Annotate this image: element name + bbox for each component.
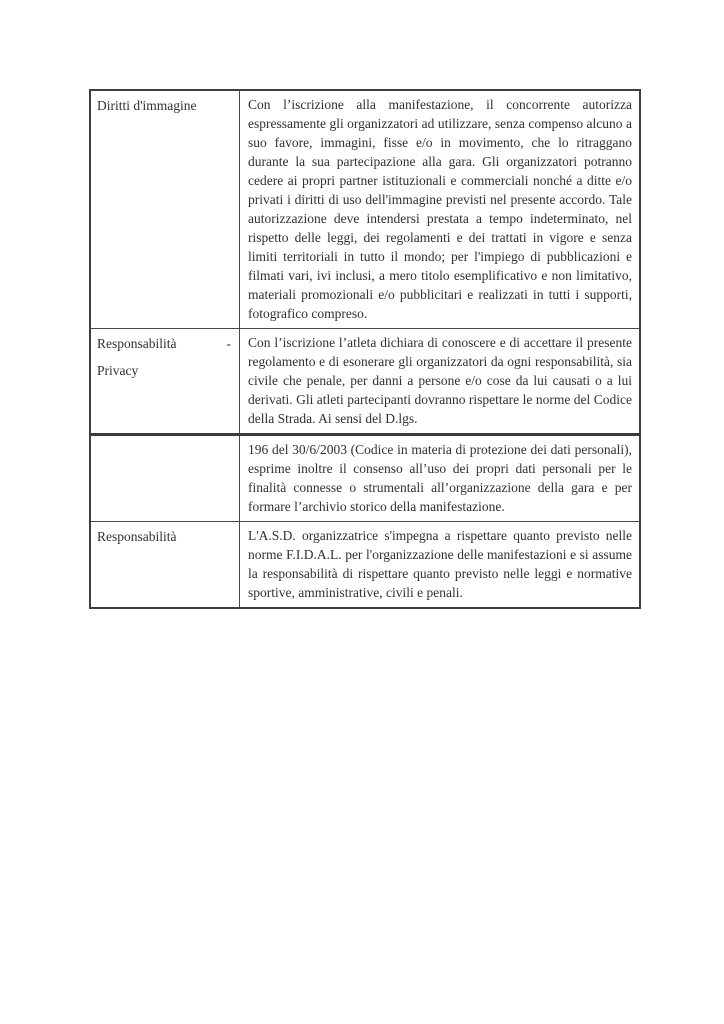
table-row-responsabilita-privacy [91,328,639,433]
table-row-diritti-immagine [91,91,639,328]
row-label-secondary: Privacy [97,363,139,378]
regulations-table [89,89,641,609]
row-content: Con l’iscrizione l’atleta dichiara di conoscere e di accettare il presente regolamento e di esonerare gli organizzatori da ogni responsabilità, sia civile che penale, per danni a persone e/o cose da lui causati o a lui derivati. Gli atleti partecipanti dovranno rispettare le norme del Codice della Strada. Ai sensi del D.lgs. [248,335,632,426]
row-label-cell [91,91,239,328]
row-content: Con l’iscrizione alla manifestazione, il concorrente autorizza espressamente gli organizzatori ad utilizzare, senza compenso alcuno a suo favore, immagini, fisse e/o in movimento, che lo ritraggano durante la sua partecipazione alla gara. Gli organizzatori potranno cedere ai propri partner istituzionali e commerciali nonché a ditte e/o privati i diritti di uso dell'immagine previsti nel presente accordo. Tale autorizzazione deve intendersi prestata a tempo indeterminato, nel rispetto delle leggi, dei regolamenti e dei trattati in vigore e senza limiti territoriali in tutto il mondo; per l'impiego di pubblicazioni e filmati vari, ivi inclusi, a mero titolo esemplificativo e non limitativo, materiali promozionali e/o pubblicitari e realizzati in tutti i supporti, fotografico compreso. [248,97,632,321]
row-content: 196 del 30/6/2003 (Codice in materia di protezione dei dati personali), esprime inoltre il consenso all’uso dei propri dati personali per le finalità connesse o strumentali all’organizzazione della gara e per formare l’archivio storico della manifestazione. [248,442,632,514]
row-content-cell [239,329,639,433]
row-content-cell [239,522,639,607]
row-label-line-2 [97,361,231,380]
row-label: Responsabilità [97,529,177,544]
table-row-responsabilita [91,521,639,607]
row-label-dash: - [226,336,231,351]
table-row-privacy-continuation [91,433,639,521]
row-content-cell [239,436,639,521]
row-label: Responsabilità [97,336,177,351]
row-label-cell-empty [91,436,239,521]
row-label-cell [91,329,239,433]
row-label: Diritti d'immagine [97,98,197,113]
row-label-cell [91,522,239,607]
row-label-line-1 [97,334,231,353]
row-content-cell [239,91,639,328]
row-content: L'A.S.D. organizzatrice s'impegna a rispettare quanto previsto nelle norme F.I.D.A.L. per l'organizzazione delle manifestazioni e si assume la responsabilità di rispettare quanto previsto nelle leggi e normative sportive, amministrative, civili e penali. [248,528,632,600]
